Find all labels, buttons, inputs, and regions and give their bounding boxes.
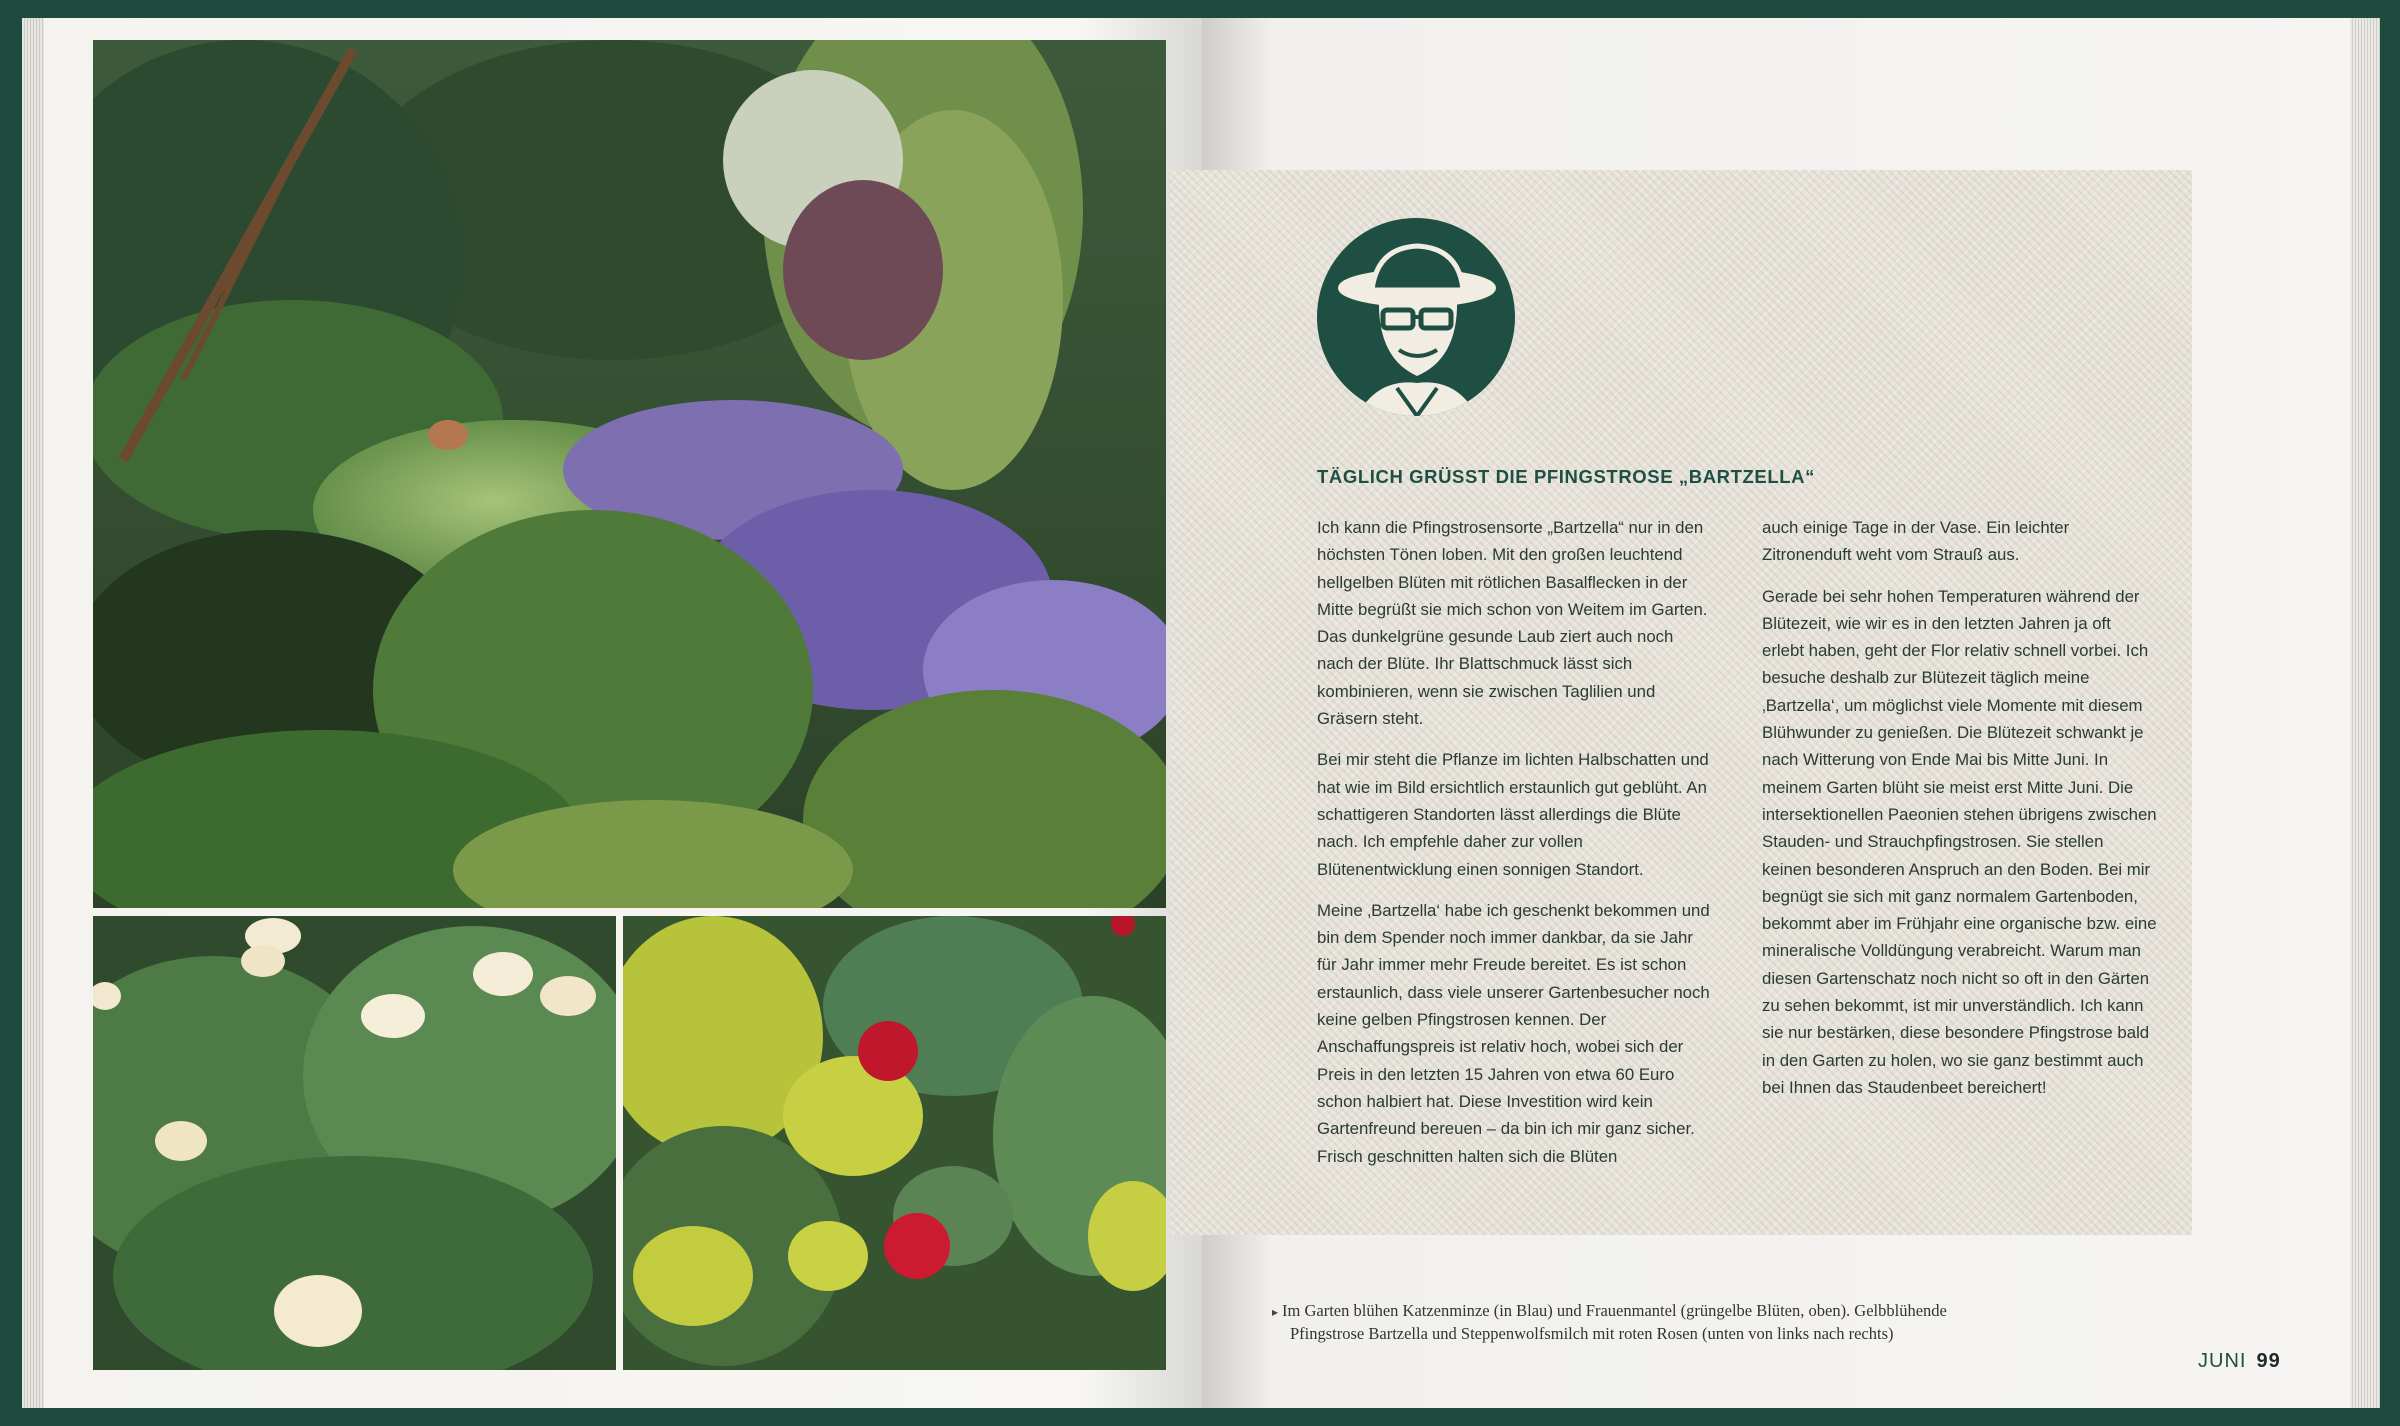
caption-arrow-icon: ▸ — [1272, 1305, 1279, 1319]
article-heading: TÄGLICH GRÜSST DIE PFINGSTROSE „BARTZELLA“ — [1317, 466, 1815, 487]
photo-caption — [1272, 1300, 2092, 1345]
caption-line-2: Pfingstrose Bartzella und Steppenwolfsmilch mit roten Rosen (unten von links nach rechts) — [1290, 1324, 1894, 1343]
page-edges-right — [2350, 18, 2380, 1408]
peony-photo — [93, 916, 616, 1370]
euphorbia-rose-photo — [623, 916, 1166, 1370]
caption-line-1: Im Garten blühen Katzenminze (in Blau) und Frauenmantel (grüngelbe Blüten, oben). Gelbblühende — [1282, 1301, 1947, 1320]
page-number: 99 — [2256, 1350, 2281, 1372]
paragraph: Gerade bei sehr hohen Temperaturen während der Blütezeit, wie wir es in den letzten Jahren ja oft erlebt haben, geht der Flor relativ schnell vorbei. Ich besuche deshalb zur Blütezeit täglich meine ‚Bartzella‘, um möglichst viele Momente mit diesem Blühwunder zu genießen. Die Blütezeit schwankt je nach Witterung von Ende Mai bis Mitte Juni. In meinem Garten blüht sie meist erst Mitte Juni. Die intersektionellen Paeonien stehen übrigens zwischen Stauden- und Strauchpfingstrosen. Sie stellen keinen besonderen Anspruch an den Boden. Bei mir begnügt sie sich mit ganz normalem Gartenboden, bekommt aber im Frühjahr eine organische bzw. eine mineralische Volldüngung verabreicht. Warum man diesen Gartenschatz noch nicht so oft in den Gärten zu sehen bekommt, ist mir unverständlich. Ich kann sie nur bestärken, diese besondere Pfingstrose bald in den Garten zu holen, wo sie ganz bestimmt auch bei Ihnen das Staudenbeet bereichert! — [1762, 586, 2157, 1097]
script-title-line1: Der Juni — [1545, 247, 1739, 301]
folio-month: JUNI — [2198, 1350, 2247, 1372]
author-portrait — [1317, 218, 1515, 416]
paragraph: auch einige Tage in der Vase. Ein leichter Zitronenduft weht vom Strauß aus. — [1762, 518, 2070, 565]
paragraph: Ich kann die Pfingstrosensorte „Bartzella“ nur in den höchsten Tönen loben. Mit den großen leuchtend hellgelben Blüten mit rötlichen Basalflecken in der Mitte begrüßt sie mich schon von Weitem im Garten. Das dunkelgrüne gesunde Laub ziert auch noch nach der Blüte. Ihr Blattschmuck lässt sich kombinieren, wenn sie zwischen Taglilien und Gräsern steht. — [1317, 518, 1708, 729]
text-column-1 — [1317, 514, 1712, 1184]
script-title-line2: im Garten Schöne — [1565, 318, 1895, 359]
garden-photo — [93, 40, 1166, 908]
paragraph: Bei mir steht die Pflanze im lichten Halbschatten und hat wie im Bild ersichtlich erstaunlich gut geblüht. An schattigeren Standorten lässt allerdings die Blüte nach. Ich empfehle daher zur vollen Blütenentwicklung einen sonnigen Standort. — [1317, 750, 1709, 879]
paragraph: Meine ‚Bartzella‘ habe ich geschenkt bekommen und bin dem Spender noch immer dankbar, da sie Jahr für Jahr immer mehr Freude bereitet. Es ist schon erstaunlich, dass viele unserer Gartenbesucher noch keine gelben Pfingstrosen kennen. Der Anschaffungspreis ist relativ hoch, wobei sich der Preis in den letzten 15 Jahren von etwa 60 Euro schon halbiert hat. Diese Investition wird kein Gartenfreund bereuen – da bin ich mir ganz sicher. Frisch geschnitten halten sich die Blüten — [1317, 900, 1710, 1166]
page-folio — [2198, 1350, 2281, 1373]
page-edges-left — [22, 18, 44, 1408]
text-column-2 — [1762, 514, 2157, 1115]
script-title — [1535, 232, 1935, 362]
